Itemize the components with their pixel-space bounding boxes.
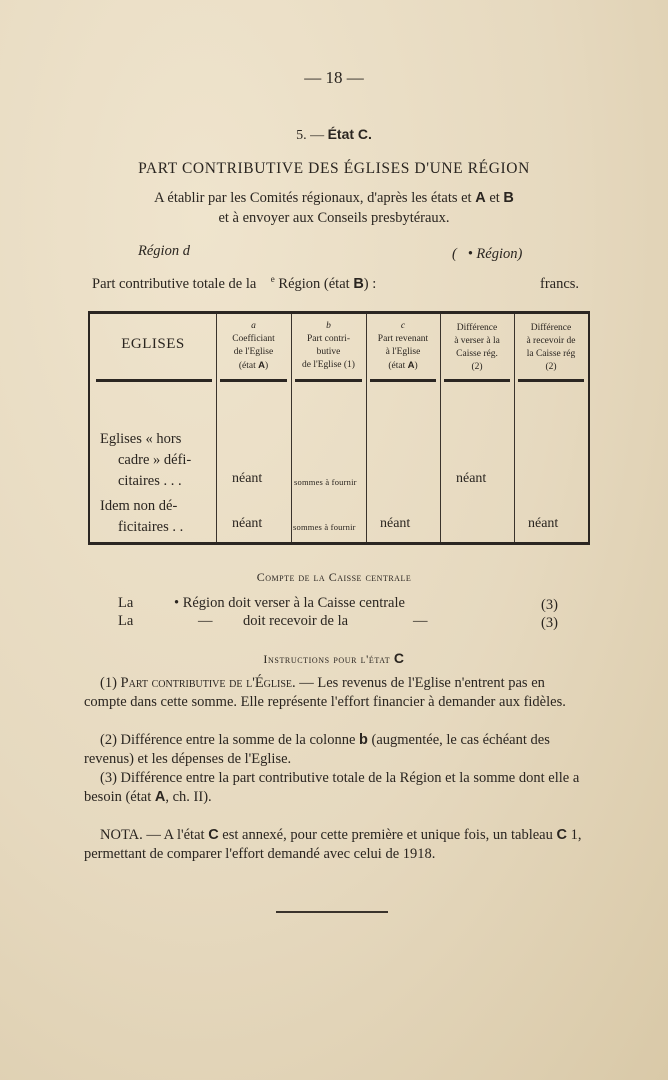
col2-line1: Part contri- bbox=[306, 334, 350, 344]
row-label-non-deficitaires bbox=[100, 496, 183, 538]
instructions-etat-c: C bbox=[393, 650, 405, 666]
region-right-label bbox=[452, 246, 522, 263]
instructions-heading bbox=[0, 650, 668, 667]
col5-line3: la Caisse rég bbox=[526, 349, 576, 359]
subtitle-line-1 bbox=[0, 190, 668, 207]
part-contributive-line bbox=[92, 274, 376, 293]
col1-line1: Coefficiant bbox=[232, 334, 275, 344]
col3-line2: à l'Eglise bbox=[385, 347, 421, 357]
note1-heading: Part contributive de l'Église. bbox=[120, 675, 296, 691]
col2-line2: butive bbox=[316, 347, 341, 357]
row2-line2: ficitaires . . bbox=[118, 519, 184, 535]
contribution-table bbox=[88, 311, 590, 545]
note1-text: — Les revenus de l'Eglise n'entrent pas en compte dans cette somme. Elle représente l'effort financier à demander aux fidèles. bbox=[84, 675, 566, 710]
closing-rule bbox=[276, 911, 388, 913]
header-rule bbox=[444, 379, 510, 382]
row1-coefficient: néant bbox=[232, 471, 263, 486]
compte-line2-dash2: — bbox=[413, 613, 428, 629]
page-number: — 18 — bbox=[304, 68, 364, 87]
row2-part-revenant: néant bbox=[380, 516, 411, 531]
nota-text-c: 1, permettant de comparer l'effort demandé avec celui de 1918. bbox=[84, 827, 582, 862]
note1-number: (1) bbox=[100, 675, 117, 691]
row1-difference-verser: néant bbox=[456, 471, 487, 486]
compte-line1-ref: (3) bbox=[541, 597, 558, 613]
region-left-label: Région d bbox=[138, 243, 190, 259]
header-rule bbox=[295, 379, 362, 382]
nota-tableau-c: C bbox=[556, 827, 567, 843]
state-prefix: 5. — bbox=[296, 128, 325, 143]
part-line-mark: e bbox=[270, 274, 275, 284]
col-letter-c: c bbox=[400, 321, 406, 331]
header-rule bbox=[518, 379, 584, 382]
note2-column-b: b bbox=[359, 732, 368, 748]
note2-text-c: (augmentée, le cas échéant des revenus) et les dépenses de l'Eglise. bbox=[84, 732, 550, 767]
col3-line3 bbox=[366, 359, 440, 373]
col1-etat: (état bbox=[238, 361, 256, 371]
region-mark: • bbox=[467, 246, 473, 262]
col1-etat-a: A bbox=[258, 360, 265, 371]
compte-line2-ref: (3) bbox=[541, 615, 558, 631]
col1-close: ) bbox=[264, 361, 269, 371]
col3-etat: (état bbox=[388, 361, 406, 371]
part-line-region: Région (état bbox=[278, 275, 350, 292]
note3-etat-a: A bbox=[154, 789, 166, 805]
note2-text-a: (2) Différence entre la somme de la colonne bbox=[100, 732, 356, 748]
row2-coefficient: néant bbox=[232, 516, 263, 531]
region-paren: ( bbox=[452, 246, 457, 262]
col5-line4: (2) bbox=[545, 362, 557, 372]
row1-part-contributive: sommes à fournir bbox=[294, 477, 357, 487]
header-rule bbox=[220, 379, 287, 382]
nota-text-a: NOTA. — A l'état bbox=[100, 827, 205, 843]
part-line-text: Part contributive totale de la bbox=[92, 275, 257, 292]
subtitle-text: A établir par les Comités régionaux, d'après les états et bbox=[154, 190, 472, 206]
col5-line2: à recevoir de bbox=[526, 336, 576, 346]
part-line-etat-b: B bbox=[353, 275, 364, 292]
compte-line2-text: doit recevoir de la bbox=[243, 613, 349, 629]
note-2 bbox=[84, 731, 590, 769]
compte-line1-la: La bbox=[118, 595, 134, 611]
compte-line1-text: • Région doit verser à la Caisse centrale bbox=[174, 595, 405, 611]
col-header-coefficient bbox=[216, 320, 291, 373]
instructions-heading-text: Instructions pour l'état bbox=[263, 652, 391, 666]
col5-line1: Différence bbox=[530, 323, 572, 333]
etat-b-ref: B bbox=[503, 190, 514, 206]
col3-close: ) bbox=[414, 361, 418, 371]
row-label-hors-cadre bbox=[100, 429, 191, 492]
col-letter-b: b bbox=[326, 321, 331, 331]
compte-heading: Compte de la Caisse centrale bbox=[256, 570, 412, 584]
part-line-colon: ) : bbox=[363, 275, 377, 292]
row1-line3: citaires . . . bbox=[118, 473, 182, 489]
col1-line3 bbox=[216, 359, 291, 373]
compte-line2-la: La bbox=[118, 613, 134, 629]
col4-line2: à verser à la bbox=[454, 336, 500, 346]
francs-label: francs. bbox=[540, 276, 580, 292]
col-header-part-revenant bbox=[366, 320, 440, 373]
row1-line1: Eglises « hors bbox=[100, 431, 182, 447]
col2-line3: de l'Eglise (1) bbox=[302, 360, 355, 370]
state-heading bbox=[0, 126, 668, 144]
col-header-difference-recevoir bbox=[514, 322, 588, 374]
col1-line2: de l'Eglise bbox=[233, 347, 274, 357]
col-header-eglises: EGLISES bbox=[121, 336, 185, 352]
region-text: Région) bbox=[476, 246, 523, 262]
col-letter-a: a bbox=[251, 321, 256, 331]
row2-part-contributive: sommes à fournir bbox=[293, 522, 356, 532]
header-rule bbox=[370, 379, 436, 382]
note-3 bbox=[84, 769, 590, 807]
etat-a-ref: A bbox=[475, 190, 486, 206]
nota-text-b: est annexé, pour cette première et unique fois, un tableau bbox=[222, 827, 553, 843]
col-header-difference-verser bbox=[440, 322, 514, 374]
row2-line1: Idem non dé- bbox=[100, 498, 178, 514]
subtitle-et: et bbox=[489, 190, 500, 206]
subtitle-line-2: et à envoyer aux Conseils presbytéraux. bbox=[218, 210, 450, 226]
col-header-part-contributive bbox=[291, 320, 366, 372]
compte-line2-dash: — bbox=[198, 613, 213, 629]
note3-text-a: (3) Différence entre la part contributive totale de la Région et la somme dont elle a besoin (état bbox=[84, 770, 580, 805]
nota-paragraph bbox=[84, 826, 590, 864]
col3-etat-a: A bbox=[407, 360, 415, 371]
document-title: PART CONTRIBUTIVE DES ÉGLISES D'UNE RÉGION bbox=[138, 160, 530, 177]
nota-etat-c: C bbox=[208, 827, 219, 843]
col3-line1: Part revenant bbox=[377, 334, 429, 344]
col4-line3: Caisse rég. bbox=[456, 349, 498, 359]
row2-difference-recevoir: néant bbox=[528, 516, 559, 531]
col4-line4: (2) bbox=[471, 362, 483, 372]
row1-line2: cadre » défi- bbox=[118, 452, 192, 468]
state-label: État C. bbox=[327, 126, 372, 142]
col4-line1: Différence bbox=[456, 323, 498, 333]
header-rule bbox=[96, 379, 212, 382]
note3-text-c: , ch. II). bbox=[165, 789, 212, 805]
note-1 bbox=[84, 674, 590, 712]
